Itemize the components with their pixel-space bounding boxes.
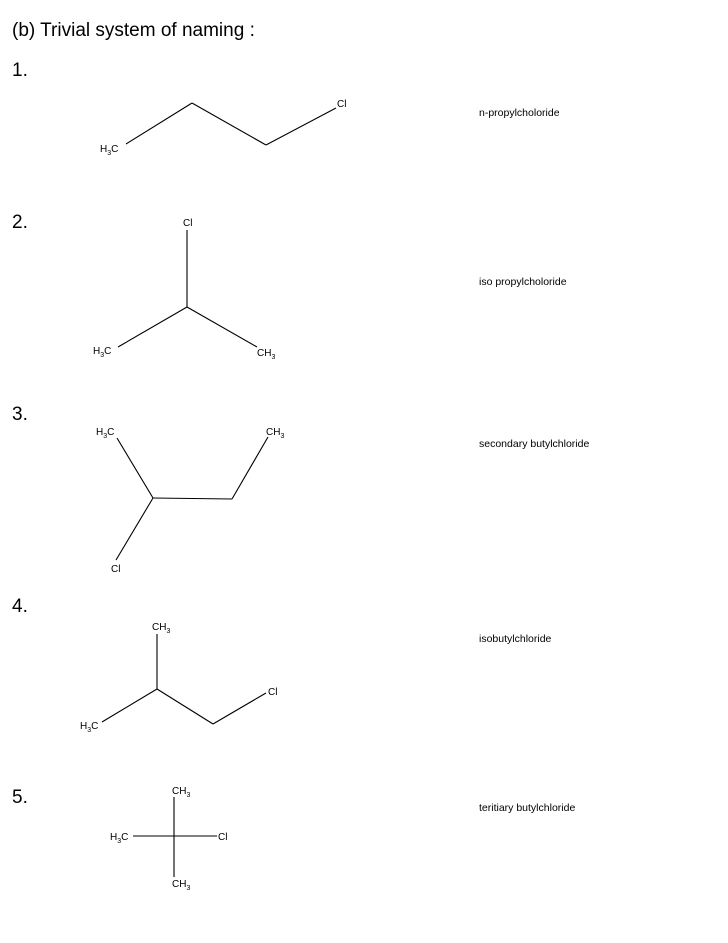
cl-label: Cl: [111, 564, 121, 575]
bond: [266, 108, 336, 145]
structure-4: [80, 622, 277, 734]
bond: [213, 693, 266, 724]
structure-5: [110, 786, 227, 892]
bond: [117, 438, 153, 498]
cl-label: Cl: [337, 99, 347, 110]
bond: [187, 307, 257, 347]
item-number-3: 3.: [12, 404, 28, 425]
cl-label: Cl: [268, 687, 278, 698]
ch3-left-label: $H_3C$: [80, 721, 99, 734]
ch3-right-label: $CH_3$: [266, 427, 285, 440]
item-number-2: 2.: [12, 212, 28, 233]
compound-name-4: isobutylchloride: [479, 633, 552, 645]
item-number-1: 1.: [12, 60, 28, 81]
ch3-bottom-label: $CH_3$: [172, 879, 191, 892]
item-number-4: 4.: [12, 596, 28, 617]
ch3-left-label: $H_3C$: [110, 832, 129, 845]
compound-name-1: n-propylcholoride: [479, 107, 560, 119]
bond: [102, 689, 157, 722]
compound-name-5: teritiary butylchloride: [479, 802, 576, 814]
ch3-right-label: $CH_3$: [257, 348, 276, 361]
cl-label: Cl: [218, 832, 228, 843]
ch3-top-label: $CH_3$: [152, 622, 171, 635]
ch3-left-label: $H_3C$: [93, 346, 112, 359]
structure-1: [100, 99, 346, 157]
bond: [232, 437, 268, 499]
ch3-top-label: $CH_3$: [172, 786, 191, 799]
bond: [118, 307, 187, 347]
page-heading: (b) Trivial system of naming :: [12, 20, 255, 41]
cl-label: Cl: [183, 218, 193, 229]
ch3-left-label: $H_3C$: [100, 144, 119, 157]
bond: [192, 103, 266, 145]
compound-name-3: secondary butylchloride: [479, 438, 590, 450]
structure-3: [96, 427, 284, 575]
structure-2: [93, 218, 275, 361]
bond: [153, 498, 232, 499]
bond: [116, 498, 153, 560]
compound-name-2: iso propylcholoride: [479, 276, 567, 288]
bond: [126, 103, 192, 144]
ch3-left-label: $H_3C$: [96, 427, 115, 440]
bond: [157, 689, 213, 724]
item-number-5: 5.: [12, 787, 28, 808]
